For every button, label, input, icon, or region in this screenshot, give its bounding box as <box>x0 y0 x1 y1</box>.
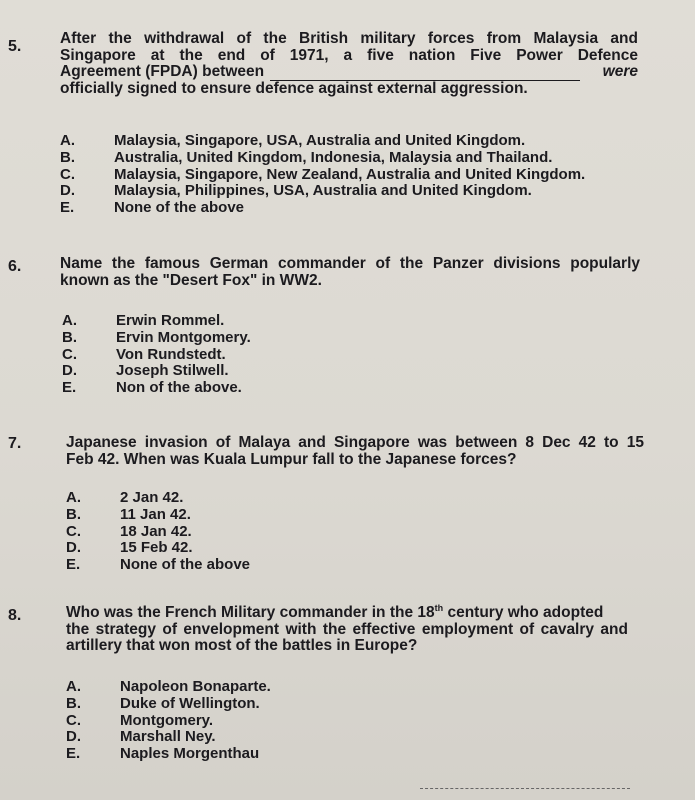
question-7-line-2: Feb 42. When was Kuala Lumpur fall to the Japanese forces? <box>66 450 517 468</box>
question-7-number: 7. <box>8 435 22 452</box>
option-5a[interactable]: A. Malaysia, Singapore, USA, Australia and United Kingdom. <box>60 132 526 149</box>
option-6a[interactable]: A. Erwin Rommel. <box>62 312 225 329</box>
option-8c[interactable]: C. Montgomery. <box>66 711 214 729</box>
question-5-text <box>60 31 638 97</box>
option-7b[interactable]: B. 11 Jan 42. <box>66 505 191 523</box>
option-6b[interactable]: B. Ervin Montgomery. <box>62 328 251 346</box>
question-6-options <box>62 313 251 397</box>
option-7a[interactable]: A. 2 Jan 42. <box>66 489 184 506</box>
question-5-line-3: Agreement (FPDA) between were <box>60 63 638 80</box>
question-5-line-2: Singapore at the end of 1971, a five nation Five Power Defence <box>60 46 638 64</box>
option-6d[interactable]: D. Joseph Stilwell. <box>62 362 229 380</box>
option-5b[interactable]: B. Australia, United Kingdom, Indonesia, Malaysia and Thailand. <box>60 148 553 166</box>
option-5d[interactable]: D. Malaysia, Philippines, USA, Australia and United Kingdom. <box>60 182 532 200</box>
question-5-line-4: officially signed to ensure defence against external aggression. <box>60 79 528 97</box>
question-8-options <box>66 679 271 763</box>
question-5-options <box>60 133 585 217</box>
answer-blank <box>270 68 580 81</box>
question-8-text <box>66 605 628 655</box>
option-7e[interactable]: E. None of the above <box>66 556 251 574</box>
question-6-text <box>60 256 640 289</box>
option-6c[interactable]: C. Von Rundstedt. <box>62 345 226 363</box>
option-7c[interactable]: C. 18 Jan 42. <box>66 522 192 540</box>
option-7d[interactable]: D. 15 Feb 42. <box>66 539 193 557</box>
question-8-line-1: Who was the French Military commander in the 18th century who adopted <box>66 603 604 621</box>
question-7-text <box>66 435 644 468</box>
question-6-line-2: known as the "Desert Fox" in WW2. <box>60 271 322 289</box>
option-8b[interactable]: B. Duke of Wellington. <box>66 694 260 712</box>
option-6e[interactable]: E. Non of the above. <box>62 379 242 397</box>
option-8d[interactable]: D. Marshall Ney. <box>66 728 216 746</box>
question-6-line-1: Name the famous German commander of the Panzer divisions popularly <box>60 255 640 272</box>
page-edge-marks <box>420 788 630 789</box>
option-8e[interactable]: E. Naples Morgenthau <box>66 745 260 763</box>
question-5-number: 5. <box>8 38 22 55</box>
question-8-line-3: artillery that won most of the battles in Europe? <box>66 637 418 654</box>
question-8-line-2: the strategy of envelopment with the effective employment of cavalry and <box>66 620 628 638</box>
question-6-number: 6. <box>8 258 22 275</box>
question-7-options <box>66 490 250 574</box>
option-5c[interactable]: C. Malaysia, Singapore, New Zealand, Australia and United Kingdom. <box>60 165 586 183</box>
question-7-line-1: Japanese invasion of Malaya and Singapore was between 8 Dec 42 to 15 <box>66 434 644 451</box>
question-5-line-1: After the withdrawal of the British military forces from Malaysia and <box>60 30 638 47</box>
option-5e[interactable]: E. None of the above <box>60 199 245 217</box>
option-8a[interactable]: A. Napoleon Bonaparte. <box>66 678 271 695</box>
question-8-number: 8. <box>8 607 22 624</box>
